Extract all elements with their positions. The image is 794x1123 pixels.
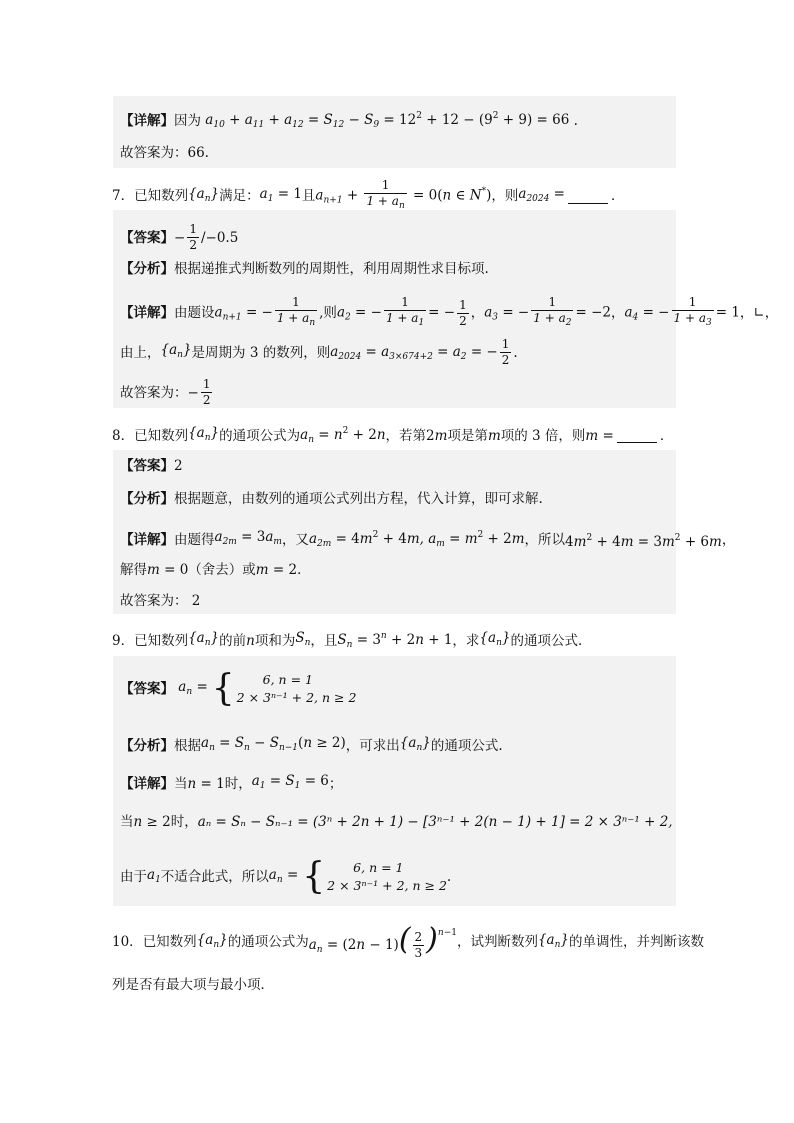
piecewise: { 6, n = 1 2 × 3ⁿ⁻¹ + 2, n ≥ 2 [302,856,447,897]
piecewise: { 6, n = 1 2 × 3ⁿ⁻¹ + 2, n ≥ 2 [211,668,357,709]
question-number: 7． [112,188,135,204]
answer-blank [568,189,608,204]
q7-cycle: 由上， $\{a_n\}$ 是周期为 3 的数列，则 $a_{2024} = a_{3\times 674+2} = a_2$ = − $\frac{1}{2}$ . [120,337,518,367]
answer-blank [617,428,657,443]
q9-answer: 【答案】 $a_n$ = { 6, n = 1 2 × 3ⁿ⁻¹ + 2, n ≥ 2 [120,668,357,709]
q9-detail: 【详解】 当 n = 1 时， $a_1 = S_1 = 6$ ； [120,773,343,792]
q6-detail-formula: $a_{10} + a_{11} + a_{12} = S_{12} - S_9 = 12^2 + 12 - (9^2 + 9) = 66$ [201,111,570,130]
q7-detail: 【详解】 由题设 $a_{n+1}$ = − $\frac{1}{1 + a_n}$ ,则 $a_2$ = − $\frac{1}{1 + a_1}$ = − $\frac{1}{2}$ ， $a_3$ = − $\frac{1}{1 + a_2}$ = −2 ， $a_4$ = − $\frac{1}{1 + a_3}$ = 1 ，∟， [120,295,778,331]
q7-stem: 7． 已知数列 $\{a_n\}$ 满足： $a_1 = 1$ 且 $a_{n+1}$ + $\frac{1}{1 + a_n}$ = 0(n ∈ N*) ，则 $a_{2024}$ = ． [112,178,624,214]
q9-since: 由于 $a_1$ 不适合此式，所以 $a_n$ = { 6, n = 1 2 × 3ⁿ⁻¹ + 2, n ≥ 2 . [120,856,452,897]
q10-stem-cont: 列是否有最大项与最小项． [112,977,274,993]
q6-conclusion: 故答案为：66. [120,145,209,161]
q9-stem: 9． 已知数列 $\{a_n\}$ 的前 n 项和为 $S_n$ ，且 $S_n = 3^n + 2n + 1$ ，求 $\{a_n\}$ 的通项公式． [112,630,592,650]
q10-stem: 10． 已知数列 $\{a_n\}$ 的通项公式为 $a_n = (2n - 1)$( $\frac{2}{3}$ )$^{n-1}$ ，试判断数列 $\{a_n\}$ 的单调性，并判断该数 [112,922,704,960]
recurrence-formula: $a_{n+1}$ + $\frac{1}{1 + a_n}$ = 0(n ∈ N*) [315,178,491,214]
q7-conclusion: 故答案为： − $\frac{1}{2}$ [120,377,211,407]
q10-formula: $a_n = (2n - 1)$( $\frac{2}{3}$ )$^{n-1}$ [308,922,457,960]
q7-analysis: 【分析】 根据递推式判断数列的周期性，利用周期性求目标项. [120,261,489,277]
q9-analysis: 【分析】 根据 $a_n = S_n - S_{n-1}(n \ge 2)$ ，可求出 $\{a_n\}$ 的通项公式. [120,735,503,754]
q8-solve: 解得 m = 0 （舍去）或 m = 2 ． [120,562,311,578]
detail-tag: 【详解】 [120,112,174,129]
q8-detail: 【详解】 由题得 $a_{2m} = 3a_m$ ，又 $a_{2m} = 4m^2 + 4m$, $a_m = m^2 + 2m$ ，所以 $4m^2 + 4m = 3m^2 + 6m$ ， [120,529,736,550]
answer-fraction: $\frac{1}{2}$ [189,222,197,252]
q8-stem: 8． 已知数列 $\{a_n\}$ 的通项公式为 $a_n = n^2 + 2n$ ，若第 2m 项是第 m 项的 3 倍，则 m = ． [112,425,674,445]
q8-analysis: 【分析】 根据题意，由数列的通项公式列出方程，代入计算，即可求解. [120,491,543,507]
q6-detail-line: 【详解】 因为 $a_{10} + a_{11} + a_{12} = S_{12} - S_9 = 12^2 + 12 - (9^2 + 9) = 66$ . [120,106,578,135]
q8-conclusion: 故答案为： 2 [120,593,201,609]
q7-answer: 【答案】 − $\frac{1}{2}$ /−0.5 [120,222,239,252]
sequence-symbol: $\{a_n\}$ [188,185,220,204]
q8-answer: 【答案】 2 [120,458,183,474]
q9-general-case: 当 n ≥ 2 时， aₙ = Sₙ − Sₙ₋₁ = (3ⁿ + 2n + 1) − [3ⁿ⁻¹ + 2(n − 1) + 1] = 2 × 3ⁿ⁻¹ + 2, [120,814,673,830]
detail-text: 因为 [174,112,201,129]
